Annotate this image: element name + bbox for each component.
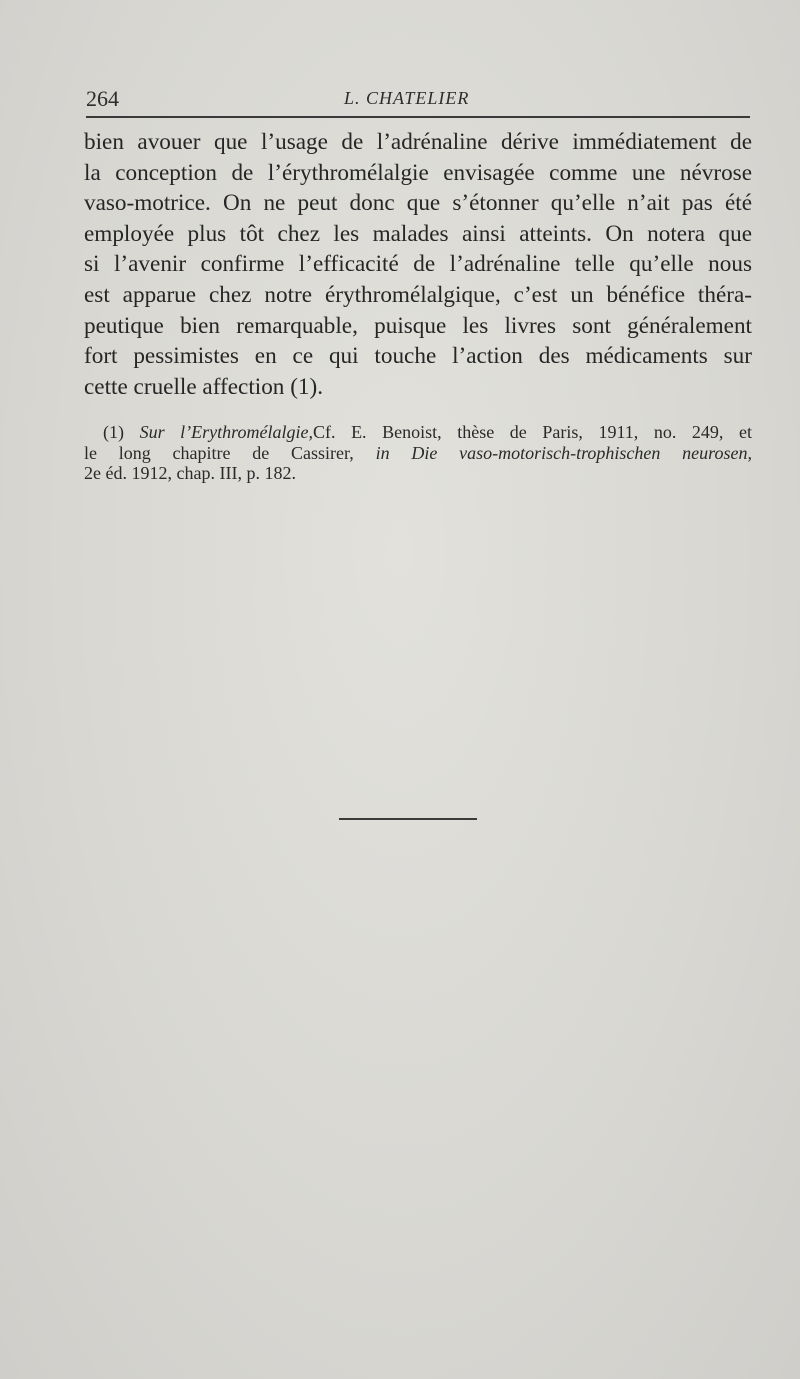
running-head: L. CHATELIER [344,88,470,108]
footnote-text: le long chapitre de Cassirer, [84,442,354,463]
footnote-title: Sur l’Erythromélalgie, [139,422,313,442]
body-line: bien avouer que l’usage de l’adrénaline dérive immédiatement de [84,129,752,155]
end-rule [339,818,477,820]
body-line: si l’avenir confirme l’efficacité de l’adrénaline telle qu’elle nous [84,251,752,278]
body-line: est apparue chez notre érythromélalgique, c’est un bénéfice théra- [84,281,752,308]
page-header [86,84,750,114]
footnote-italic-text: in Die vaso-motorisch-trophischen neurosen, [375,442,753,463]
header-rule [86,116,750,118]
footnote-marker: (1) [103,422,124,442]
body-line: cette cruelle affection (1). [84,373,324,400]
body-line: peutique bien remarquable, puisque les livres sont généralement [84,312,752,339]
footnote-text: Cf. E. Benoist, thèse de Paris, 1911, no. 249, et [312,422,753,442]
body-line: la conception de l’érythromélalgie envisagée comme une névrose [84,159,752,186]
footnote-line [84,422,752,443]
body-paragraph [84,127,752,402]
page-number: 264 [86,86,119,111]
body-line: vaso-motrice. On ne peut donc que s’étonner qu’elle n’ait pas été [84,190,752,217]
body-line: fort pessimistes en ce qui touche l’action des médicaments sur [84,343,752,370]
body-line: employée plus tôt chez les malades ainsi atteints. On notera que [84,220,752,247]
footnote-line [84,443,752,464]
footnote [84,422,752,484]
footnote-line: 2e éd. 1912, chap. III, p. 182. [84,463,296,483]
